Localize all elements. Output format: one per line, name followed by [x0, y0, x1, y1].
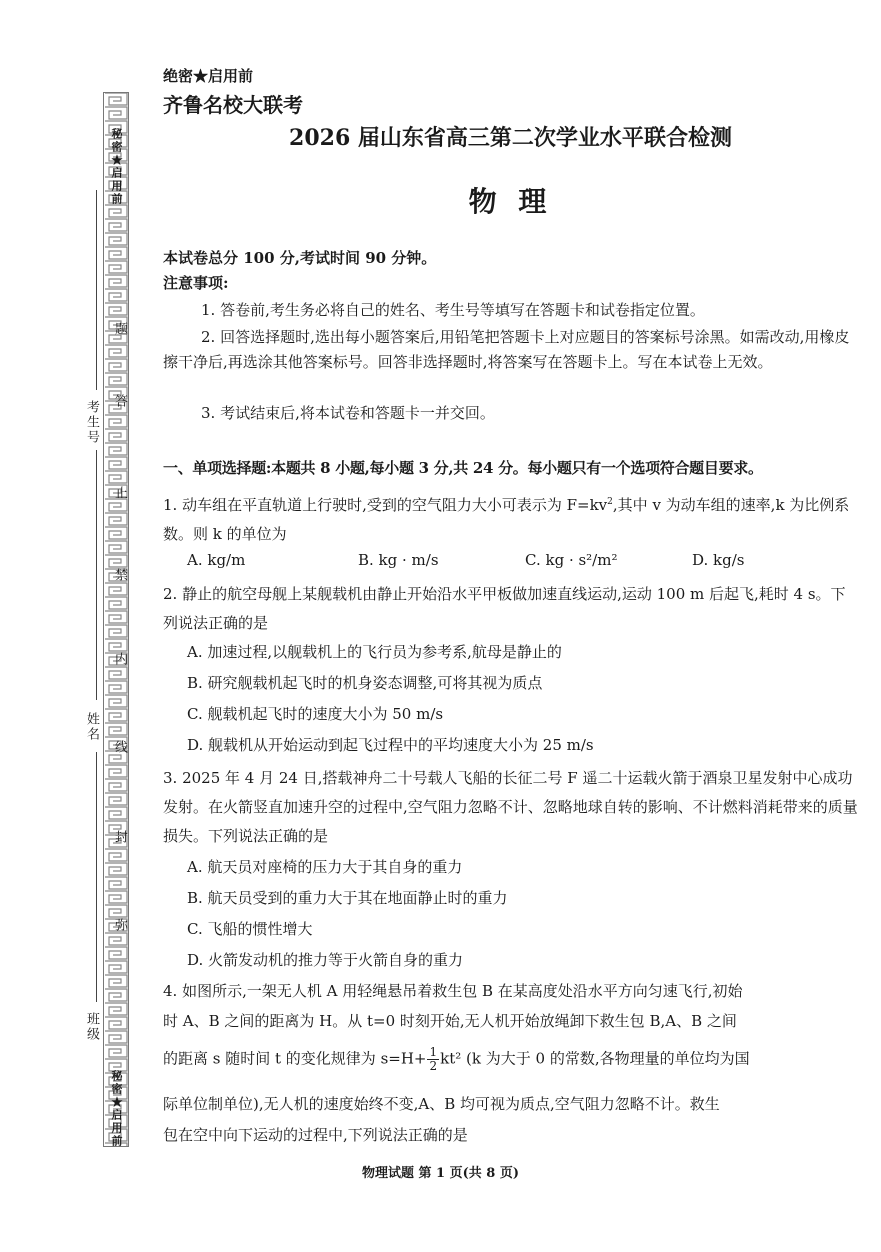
binding-border-pattern	[103, 92, 129, 1147]
fraction	[427, 1046, 439, 1073]
seal-char: 内	[112, 652, 127, 667]
q1-stem-part: 1. 动车组在平直轨道上行驶时,受到的空气阻力大小可表示为 F=kv	[163, 496, 608, 514]
score-info: 本试卷总分 100 分,考试时间 90 分钟。	[163, 249, 437, 267]
binding-top-label: 秘密★启用前	[110, 128, 123, 206]
field-exam-number: 考生号	[84, 400, 99, 445]
field-class: 班级	[84, 1012, 99, 1042]
q2-option-b: B. 研究舰载机起飞时的机身姿态调整,可将其视为质点	[187, 674, 543, 692]
fill-line	[96, 752, 97, 1002]
q1-option-d: D. kg/s	[692, 551, 745, 569]
question-2-stem: 2. 静止的航空母舰上某舰载机由静止开始沿水平甲板做加速直线运动,运动 100 m 后起飞,耗时 4 s。下列说法正确的是	[163, 585, 846, 632]
secret-label: 绝密★启用前	[163, 67, 254, 85]
q3-option-a: A. 航天员对座椅的压力大于其自身的重力	[187, 858, 463, 876]
seal-char: 答	[112, 394, 127, 409]
q2-option-a: A. 加速过程,以舰载机上的飞行员为参考系,航母是静止的	[187, 643, 562, 661]
seal-char: 止	[112, 486, 127, 501]
seal-char: 弥	[112, 918, 127, 933]
page-footer: 物理试题 第 1 页(共 8 页)	[361, 1166, 520, 1181]
notice-item: 2. 回答选择题时,选出每小题答案后,用铅笔把答题卡上对应题目的答案标号涂黑。如需改动,用橡皮擦干净后,再选涂其他答案标号。回答非选择题时,将答案写在答题卡上。写在本试卷上无效。	[163, 328, 850, 371]
q1-option-c: C. kg · s²/m²	[525, 551, 618, 569]
seal-char: 线	[112, 740, 127, 755]
notice-title: 注意事项:	[163, 274, 229, 292]
q1-option-b: B. kg · m/s	[358, 551, 439, 569]
q4-formula-text: kt² (k 为大于 0 的常数,各物理量的单位均为国	[440, 1049, 750, 1068]
q1-option-a: A. kg/m	[187, 551, 246, 569]
q1-stem-part: ,其中 v 为动车组的速率,k 为比例系数。则 k 的单位为	[163, 496, 850, 543]
notice-item: 1. 答卷前,考生务必将自己的姓名、考生号等填写在答题卡和试卷指定位置。	[201, 301, 705, 319]
exam-organizer: 齐鲁名校大联考	[163, 93, 303, 117]
exam-title: 2026 届山东省高三第二次学业水平联合检测	[289, 125, 732, 151]
notice-item: 3. 考试结束后,将本试卷和答题卡一并交回。	[201, 404, 495, 422]
q3-option-d: D. 火箭发动机的推力等于火箭自身的重力	[187, 951, 464, 969]
q3-option-b: B. 航天员受到的重力大于其在地面静止时的重力	[187, 889, 508, 907]
field-name: 姓名	[84, 712, 99, 742]
subject-title: 物 理	[468, 185, 553, 218]
q2-option-d: D. 舰载机从开始运动到起飞过程中的平均速度大小为 25 m/s	[187, 736, 594, 754]
fraction-numerator: 1	[429, 1045, 438, 1059]
fill-line	[96, 450, 97, 700]
section-heading: 一、单项选择题:本题共 8 小题,每小题 3 分,共 24 分。每小题只有一个选项符合题目要求。	[163, 459, 763, 477]
question-3-stem: 3. 2025 年 4 月 24 日,搭载神舟二十号载人飞船的长征二号 F 遥二十运载火箭于酒泉卫星发射中心成功发射。在火箭竖直加速升空的过程中,空气阻力忽略不计、忽略地球自转的影响、不计燃料消耗带来的质量损失。下列说法正确的是	[163, 769, 858, 845]
q3-option-c: C. 飞船的惯性增大	[187, 920, 313, 938]
q4-formula-text: 的距离 s 随时间 t 的变化规律为 s=H+	[163, 1049, 427, 1068]
seal-char: 禁	[112, 568, 127, 583]
question-4-line: 4. 如图所示,一架无人机 A 用轻绳悬吊着救生包 B 在某高度处沿水平方向匀速飞行,初始	[163, 982, 743, 1000]
binding-bottom-label: 秘密★启用前	[110, 1070, 123, 1148]
question-1-stem: 1. 动车组在平直轨道上行驶时,受到的空气阻力大小可表示为 $F=kv^2$,其中 v 为动车组的速率,k 为比例系数。则 k 的单位为	[163, 496, 850, 543]
seal-char: 题	[112, 322, 127, 337]
question-4-line: 时 A、B 之间的距离为 H。从 t=0 时刻开始,无人机开始放绳卸下救生包 B,A、B 之间	[163, 1012, 737, 1030]
q2-option-c: C. 舰载机起飞时的速度大小为 50 m/s	[187, 705, 444, 723]
question-4-formula-line	[163, 1046, 858, 1073]
question-4-line: 际单位制单位),无人机的速度始终不变,A、B 均可视为质点,空气阻力忽略不计。救生	[163, 1095, 720, 1113]
seal-char: 封	[112, 830, 127, 845]
fill-line	[96, 190, 97, 390]
fraction-denominator: 2	[429, 1059, 438, 1073]
question-4-line: 包在空中向下运动的过程中,下列说法正确的是	[163, 1126, 468, 1144]
